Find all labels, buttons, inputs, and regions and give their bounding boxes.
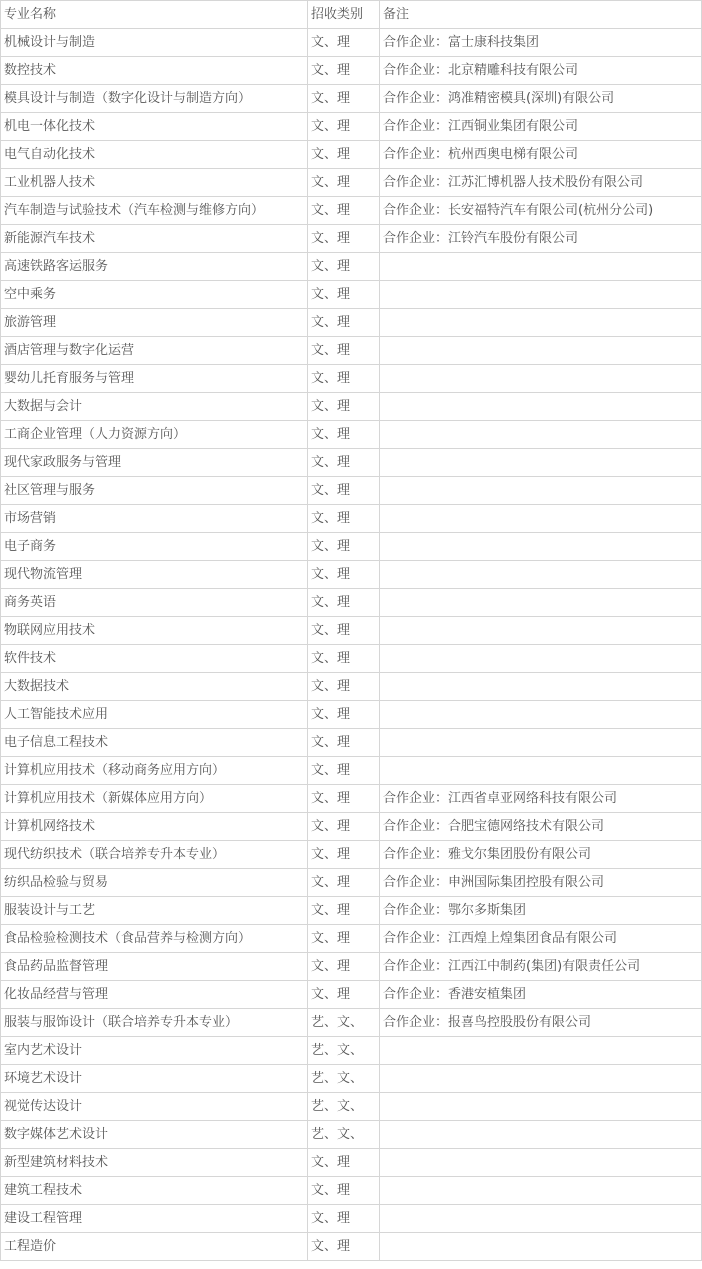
cell-notes: 合作企业：申洲国际集团控股有限公司 (380, 869, 702, 897)
cell-category: 文、理 (308, 309, 380, 337)
cell-notes: 合作企业：江西江中制药(集团)有限责任公司 (380, 953, 702, 981)
cell-major: 现代家政服务与管理 (1, 449, 308, 477)
cell-major: 现代纺织技术（联合培养专升本专业） (1, 841, 308, 869)
cell-notes: 合作企业：鄂尔多斯集团 (380, 897, 702, 925)
cell-major: 大数据与会计 (1, 393, 308, 421)
cell-category: 文、理 (308, 85, 380, 113)
cell-major: 婴幼儿托育服务与管理 (1, 365, 308, 393)
cell-major: 服装设计与工艺 (1, 897, 308, 925)
table-row (1, 813, 702, 841)
cell-major: 建设工程管理 (1, 1205, 308, 1233)
cell-category: 艺、文、 (308, 1065, 380, 1093)
cell-category: 文、理 (308, 393, 380, 421)
table-row (1, 757, 702, 785)
cell-category: 文、理 (308, 169, 380, 197)
cell-category: 文、理 (308, 365, 380, 393)
cell-category: 文、理 (308, 589, 380, 617)
cell-notes (380, 1065, 702, 1093)
cell-major: 服装与服饰设计（联合培养专升本专业） (1, 1009, 308, 1037)
cell-category: 文、理 (308, 533, 380, 561)
cell-major: 纺织品检验与贸易 (1, 869, 308, 897)
cell-major: 酒店管理与数字化运营 (1, 337, 308, 365)
cell-notes (380, 589, 702, 617)
table-row (1, 449, 702, 477)
table-row (1, 645, 702, 673)
cell-category: 文、理 (308, 813, 380, 841)
table-row (1, 141, 702, 169)
cell-category: 文、理 (308, 1205, 380, 1233)
cell-category: 文、理 (308, 57, 380, 85)
table-row (1, 253, 702, 281)
cell-category: 文、理 (308, 29, 380, 57)
table-row (1, 85, 702, 113)
cell-notes (380, 1037, 702, 1065)
cell-notes: 合作企业：合肥宝德网络技术有限公司 (380, 813, 702, 841)
cell-major: 大数据技术 (1, 673, 308, 701)
table-row (1, 337, 702, 365)
cell-major: 高速铁路客运服务 (1, 253, 308, 281)
cell-notes (380, 1149, 702, 1177)
cell-major: 商务英语 (1, 589, 308, 617)
table-row (1, 785, 702, 813)
cell-notes (380, 337, 702, 365)
table-row (1, 393, 702, 421)
cell-notes: 合作企业：杭州西奥电梯有限公司 (380, 141, 702, 169)
cell-major: 电子商务 (1, 533, 308, 561)
cell-notes: 合作企业：雅戈尔集团股份有限公司 (380, 841, 702, 869)
table-row (1, 477, 702, 505)
cell-category: 艺、文、 (308, 1037, 380, 1065)
table-row (1, 1177, 702, 1205)
cell-major: 汽车制造与试验技术（汽车检测与维修方向） (1, 197, 308, 225)
table-row (1, 197, 702, 225)
table-row (1, 365, 702, 393)
cell-notes (380, 1121, 702, 1149)
cell-category: 文、理 (308, 841, 380, 869)
cell-notes (380, 505, 702, 533)
cell-notes (380, 701, 702, 729)
cell-major: 建筑工程技术 (1, 1177, 308, 1205)
cell-notes (380, 393, 702, 421)
cell-category: 艺、文、 (308, 1009, 380, 1037)
table-header-row (1, 1, 702, 29)
cell-notes: 合作企业：北京精雕科技有限公司 (380, 57, 702, 85)
cell-major: 食品检验检测技术（食品营养与检测方向） (1, 925, 308, 953)
table-row (1, 57, 702, 85)
cell-notes: 合作企业：报喜鸟控股股份有限公司 (380, 1009, 702, 1037)
cell-notes (380, 309, 702, 337)
table-row (1, 1205, 702, 1233)
cell-notes: 合作企业：江西煌上煌集团食品有限公司 (380, 925, 702, 953)
cell-category: 文、理 (308, 505, 380, 533)
cell-major: 人工智能技术应用 (1, 701, 308, 729)
cell-major: 计算机应用技术（移动商务应用方向） (1, 757, 308, 785)
cell-notes (380, 421, 702, 449)
cell-notes (380, 365, 702, 393)
cell-notes (380, 673, 702, 701)
cell-category: 文、理 (308, 337, 380, 365)
table-row (1, 617, 702, 645)
cell-major: 新型建筑材料技术 (1, 1149, 308, 1177)
cell-notes: 合作企业：长安福特汽车有限公司(杭州分公司) (380, 197, 702, 225)
cell-notes: 合作企业：江西省卓亚网络科技有限公司 (380, 785, 702, 813)
cell-major: 视觉传达设计 (1, 1093, 308, 1121)
cell-notes: 合作企业：江苏汇博机器人技术股份有限公司 (380, 169, 702, 197)
table-row (1, 1121, 702, 1149)
cell-notes (380, 533, 702, 561)
cell-major: 软件技术 (1, 645, 308, 673)
table-body (1, 29, 702, 1261)
cell-category: 文、理 (308, 785, 380, 813)
table-row (1, 281, 702, 309)
header-category: 招收类别 (308, 1, 380, 29)
cell-category: 文、理 (308, 225, 380, 253)
table-row (1, 1037, 702, 1065)
cell-category: 文、理 (308, 981, 380, 1009)
cell-major: 市场营销 (1, 505, 308, 533)
cell-category: 文、理 (308, 421, 380, 449)
cell-major: 计算机应用技术（新媒体应用方向） (1, 785, 308, 813)
cell-category: 文、理 (308, 477, 380, 505)
table-row (1, 561, 702, 589)
cell-major: 数字媒体艺术设计 (1, 1121, 308, 1149)
table-row (1, 701, 702, 729)
table-row (1, 897, 702, 925)
table-row (1, 869, 702, 897)
table-row (1, 953, 702, 981)
cell-notes: 合作企业：香港安植集团 (380, 981, 702, 1009)
cell-major: 食品药品监督管理 (1, 953, 308, 981)
cell-notes (380, 477, 702, 505)
table-row (1, 225, 702, 253)
table-row (1, 309, 702, 337)
cell-major: 新能源汽车技术 (1, 225, 308, 253)
cell-major: 空中乘务 (1, 281, 308, 309)
cell-major: 工业机器人技术 (1, 169, 308, 197)
header-notes: 备注 (380, 1, 702, 29)
cell-notes (380, 729, 702, 757)
cell-category: 文、理 (308, 645, 380, 673)
table-row (1, 1233, 702, 1261)
table-row (1, 421, 702, 449)
header-major: 专业名称 (1, 1, 308, 29)
cell-category: 文、理 (308, 141, 380, 169)
table-row (1, 841, 702, 869)
cell-category: 文、理 (308, 617, 380, 645)
cell-major: 旅游管理 (1, 309, 308, 337)
table-row (1, 925, 702, 953)
cell-category: 文、理 (308, 113, 380, 141)
cell-notes: 合作企业：江铃汽车股份有限公司 (380, 225, 702, 253)
cell-category: 文、理 (308, 701, 380, 729)
cell-major: 工程造价 (1, 1233, 308, 1261)
cell-category: 艺、文、 (308, 1121, 380, 1149)
cell-notes (380, 253, 702, 281)
cell-category: 文、理 (308, 449, 380, 477)
cell-notes (380, 617, 702, 645)
table-row (1, 1149, 702, 1177)
table-row (1, 1093, 702, 1121)
cell-notes: 合作企业：鸿准精密模具(深圳)有限公司 (380, 85, 702, 113)
table-row (1, 981, 702, 1009)
cell-notes (380, 1205, 702, 1233)
table-row (1, 169, 702, 197)
table-row (1, 29, 702, 57)
cell-category: 文、理 (308, 253, 380, 281)
cell-category: 文、理 (308, 1177, 380, 1205)
cell-notes (380, 1233, 702, 1261)
cell-category: 文、理 (308, 1149, 380, 1177)
cell-major: 电气自动化技术 (1, 141, 308, 169)
cell-notes (380, 757, 702, 785)
table-row (1, 113, 702, 141)
cell-category: 文、理 (308, 953, 380, 981)
cell-category: 文、理 (308, 757, 380, 785)
cell-notes (380, 1093, 702, 1121)
cell-major: 现代物流管理 (1, 561, 308, 589)
cell-major: 机电一体化技术 (1, 113, 308, 141)
cell-notes: 合作企业：江西铜业集团有限公司 (380, 113, 702, 141)
table-row (1, 1065, 702, 1093)
table-row (1, 505, 702, 533)
cell-major: 模具设计与制造（数字化设计与制造方向） (1, 85, 308, 113)
table-row (1, 729, 702, 757)
table-row (1, 1009, 702, 1037)
cell-category: 文、理 (308, 897, 380, 925)
cell-notes (380, 561, 702, 589)
cell-category: 文、理 (308, 729, 380, 757)
cell-major: 环境艺术设计 (1, 1065, 308, 1093)
cell-category: 文、理 (308, 869, 380, 897)
cell-notes (380, 281, 702, 309)
cell-major: 计算机网络技术 (1, 813, 308, 841)
cell-major: 机械设计与制造 (1, 29, 308, 57)
cell-major: 社区管理与服务 (1, 477, 308, 505)
cell-major: 工商企业管理（人力资源方向） (1, 421, 308, 449)
cell-major: 电子信息工程技术 (1, 729, 308, 757)
cell-category: 文、理 (308, 673, 380, 701)
cell-notes (380, 449, 702, 477)
cell-category: 文、理 (308, 281, 380, 309)
cell-category: 文、理 (308, 925, 380, 953)
cell-category: 文、理 (308, 1233, 380, 1261)
cell-major: 物联网应用技术 (1, 617, 308, 645)
table-row (1, 533, 702, 561)
table-row (1, 589, 702, 617)
cell-category: 文、理 (308, 197, 380, 225)
cell-notes (380, 645, 702, 673)
cell-category: 艺、文、 (308, 1093, 380, 1121)
cell-notes (380, 1177, 702, 1205)
cell-major: 化妆品经营与管理 (1, 981, 308, 1009)
cell-notes: 合作企业：富士康科技集团 (380, 29, 702, 57)
cell-category: 文、理 (308, 561, 380, 589)
cell-major: 数控技术 (1, 57, 308, 85)
cell-major: 室内艺术设计 (1, 1037, 308, 1065)
table-row (1, 673, 702, 701)
